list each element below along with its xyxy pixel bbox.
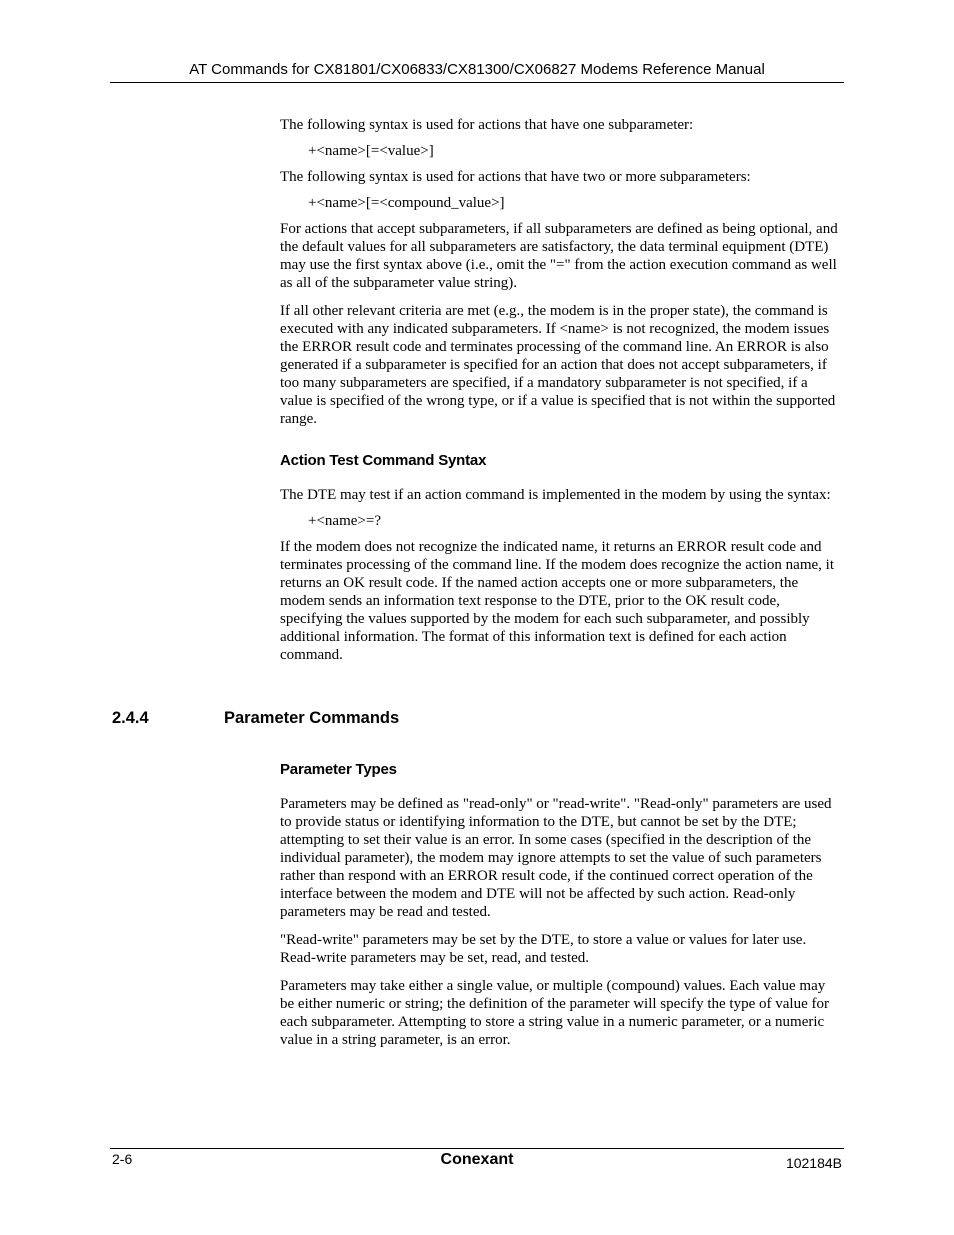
subheading-action-test: Action Test Command Syntax — [280, 452, 487, 469]
section-number: 2.4.4 — [112, 709, 149, 727]
paragraph: If the modem does not recognize the indicated name, it returns an ERROR result code and terminates processing of the command line. If the modem does recognize the action name, it returns an OK result code. If the named action accepts one or more subparameters, the modem sends an information text response to the DTE, prior to the OK result code, specifying the values supported by the modem for each such subparameter, and possibly additional information. The format of this information text is defined for each action command. — [280, 539, 834, 663]
section-content — [280, 761, 842, 1049]
paragraph: Parameters may be defined as "read-only" or "read-write". "Read-only" parameters are used to provide status or identifying information to the DTE, but cannot be set by the DTE; attempting to set their value is an error. In some cases (specified in the description of the individual parameter), the modem may ignore attempts to set the value of such parameters rather than respond with an ERROR result code, if the continued correct operation of the interface between the modem and DTE will not be affected by such action. Read-only parameters may be read and tested. — [280, 796, 832, 920]
paragraph: "Read-write" parameters may be set by the DTE, to store a value or values for later use. Read-write parameters may be set, read, and tested. — [280, 932, 807, 966]
section-title: Parameter Commands — [224, 709, 400, 727]
syntax-example: +<name>[=<value>] — [308, 143, 434, 159]
syntax-example: +<name>[=<compound_value>] — [308, 195, 505, 211]
paragraph: Parameters may take either a single value, or multiple (compound) values. Each value may be either numeric or string; the definition of the parameter will specify the type of value for each subparameter. Attempting to store a string value in a numeric parameter, or a numeric value in a string parameter, is an error. — [280, 978, 829, 1048]
footer-divider — [110, 1148, 844, 1149]
running-header — [110, 60, 844, 83]
page-number: 2-6 — [112, 1151, 133, 1167]
syntax-example: +<name>=? — [308, 513, 381, 529]
company-name: Conexant — [440, 1151, 514, 1168]
paragraph: For actions that accept subparameters, if all subparameters are defined as being optional, and the default values for all subparameters are satisfactory, the data terminal equipment (DTE) may use the first syntax above (i.e., omit the "=" from the action execution command as well as all of the subparameter value string). — [280, 221, 838, 291]
paragraph: The following syntax is used for actions that have one subparameter: — [280, 117, 694, 133]
paragraph: The DTE may test if an action command is implemented in the modem by using the syntax: — [280, 487, 831, 503]
paragraph: The following syntax is used for actions that have two or more subparameters: — [280, 169, 751, 185]
document-number: 102184B — [785, 1155, 842, 1171]
subheading-parameter-types: Parameter Types — [280, 761, 397, 778]
header-title: AT Commands for CX81801/CX06833/CX81300/CX06827 Modems Reference Manual — [189, 61, 765, 78]
main-content — [280, 116, 842, 664]
paragraph: If all other relevant criteria are met (e.g., the modem is in the proper state), the command is executed with any indicated subparameters. If <name> is not recognized, the modem issues the ERROR result code and terminates processing of the command line. An ERROR is also generated if a subparameter is specified for an action that does not accept subparameters, if too many subparameters are specified, if a mandatory subparameter is not specified, if a value is specified of the wrong type, or if a value is specified that is not within the supported range. — [280, 303, 836, 427]
